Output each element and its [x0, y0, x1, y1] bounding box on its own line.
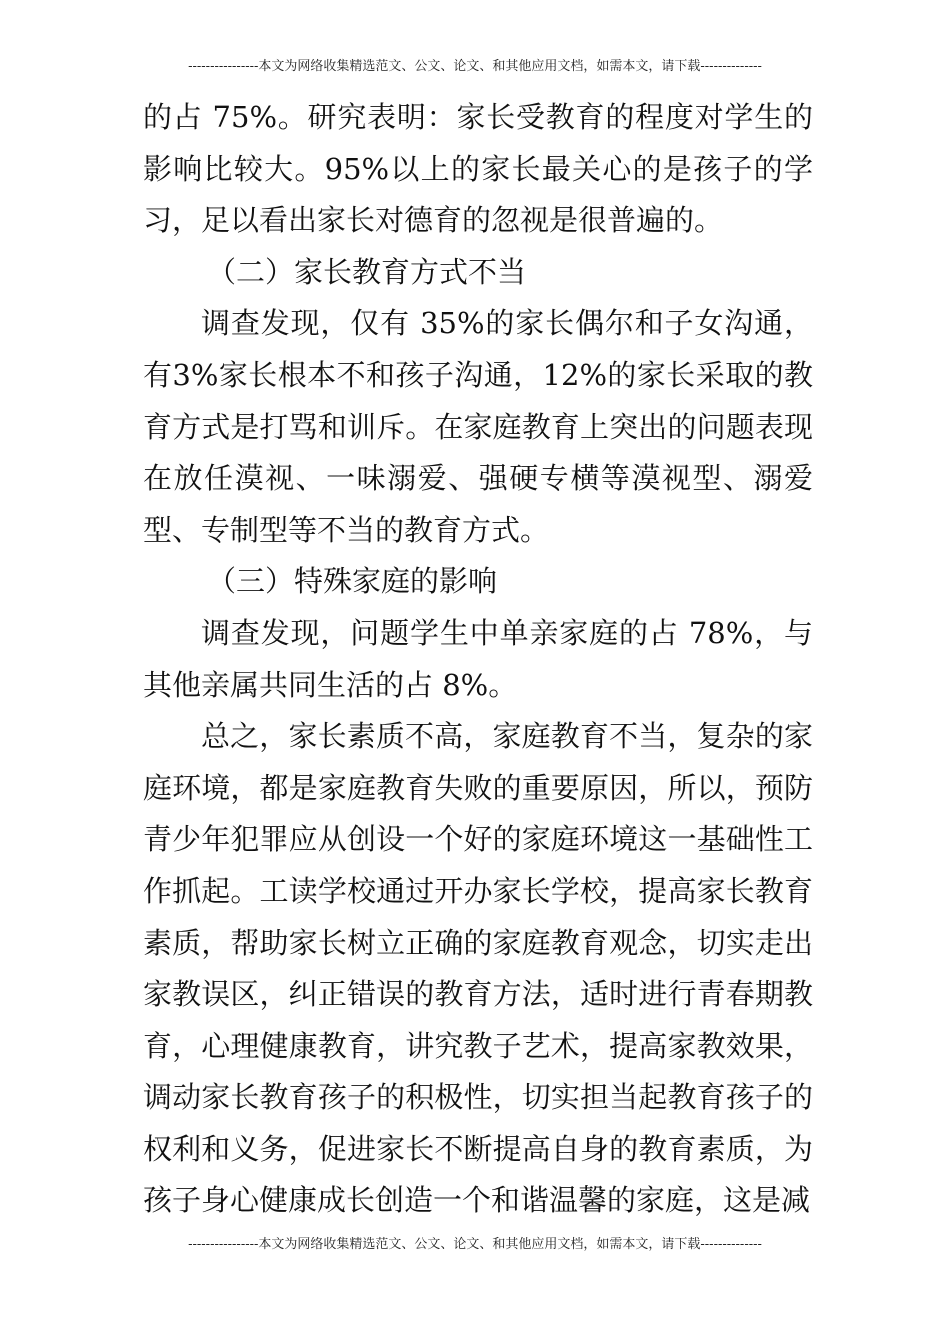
section-heading-parenting-methods: （二）家长教育方式不当 [207, 254, 527, 289]
paragraph-parenting-methods: 调查发现，仅有 35%的家长偶尔和子女沟通，有3%家长根本不和孩子沟通，12%的家长采取的教育方式是打骂和训斥。在家庭教育上突出的问题表现在放任漠视、一味溺爱、强硬专横等漠视型、溺爱型、专制型等不当的教育方式。 [143, 306, 813, 547]
paragraph-special-families: 调查发现，问题学生中单亲家庭的占 78%，与其他亲属共同生活的占 8%。 [143, 615, 813, 702]
paragraph-summary: 总之，家长素质不高，家庭教育不当，复杂的家庭环境，都是家庭教育失败的重要原因，所以，预防青少年犯罪应从创设一个好的家庭环境这一基础性工作抓起。工读学校通过开办家长学校，提高家长教育素质，帮助家长树立正确的家庭教育观念，切实走出家教误区，纠正错误的教育方法，适时进行青春期教育，心理健康教育，讲究教子艺术，提高家教效果，调动家长教育孩子的积极性，切实担当起教育孩子的权利和义务，促进家长不断提高自身的教育素质，为孩子身心健康成长创造一个和谐温馨的家庭，这是减 [143, 719, 813, 1218]
page-header: ----------------本文为网络收集精选范文、公文、论文、和其他应用文档，如需本文，请下载-------------- [188, 59, 762, 74]
page-footer: ----------------本文为网络收集精选范文、公文、论文、和其他应用文档，如需本文，请下载-------------- [188, 1237, 762, 1252]
document-body [143, 92, 813, 1227]
paragraph-continuation: 的占 75%。研究表明：家长受教育的程度对学生的影响比较大。95%以上的家长最关心的是孩子的学习，足以看出家长对德育的忽视是很普遍的。 [143, 100, 813, 238]
section-heading-special-families: （三）特殊家庭的影响 [207, 564, 498, 599]
